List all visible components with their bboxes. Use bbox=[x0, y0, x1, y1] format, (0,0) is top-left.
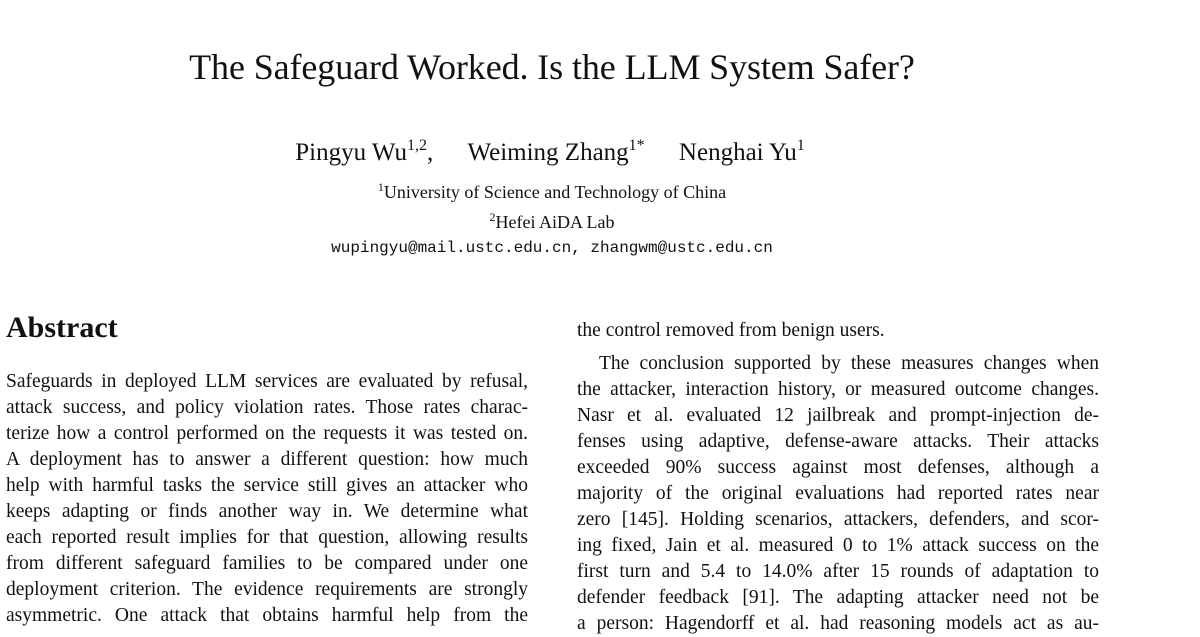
text-line: asymmetric. One attack that obtains harmful help from the bbox=[6, 605, 528, 626]
author-affil-marker: 1* bbox=[628, 137, 645, 154]
text-line: help with harmful tasks the service still gives an attacker who bbox=[6, 475, 528, 496]
author-emails[interactable]: wupingyu@mail.ustc.edu.cn, zhangwm@ustc.edu.cn bbox=[331, 239, 773, 257]
text-line: the control removed from benign users. bbox=[577, 320, 885, 341]
text-line: Safeguards in deployed LLM services are evaluated by refusal, bbox=[6, 371, 528, 392]
text-line: from different safeguard families to be compared under one bbox=[6, 553, 528, 574]
author-affil-marker: 1 bbox=[796, 137, 805, 154]
author-3 bbox=[679, 130, 805, 169]
abstract-heading: Abstract bbox=[6, 311, 118, 344]
author-affil-marker: 1,2 bbox=[407, 137, 428, 154]
author-name: Pingyu Wu bbox=[295, 139, 408, 166]
affiliation-text: University of Science and Technology of China bbox=[383, 182, 727, 202]
text-line: fenses using adaptive, defense-aware attacks. Their attacks bbox=[577, 431, 1099, 452]
author-name: Nenghai Yu bbox=[678, 139, 797, 166]
text-line: A deployment has to answer a different question: how much bbox=[6, 449, 528, 470]
author-2 bbox=[468, 130, 645, 169]
text-line: majority of the original evaluations had reported rates near bbox=[577, 483, 1099, 504]
right-column-body bbox=[577, 318, 1099, 637]
text-line: The conclusion supported by these measures changes when bbox=[599, 353, 1099, 374]
abstract-body bbox=[6, 369, 528, 629]
text-line: zero [145]. Holding scenarios, attackers, defenders, and scor- bbox=[577, 509, 1099, 530]
author-separator: , bbox=[427, 139, 434, 166]
text-line: deployment criterion. The evidence requirements are strongly bbox=[6, 579, 528, 600]
text-line: attack success, and policy violation rates. Those rates charac- bbox=[6, 397, 528, 418]
text-line: terize how a control performed on the requests it was tested on. bbox=[6, 423, 528, 444]
text-line: defender feedback [91]. The adapting attacker need not be bbox=[577, 587, 1099, 608]
paragraph-gap bbox=[577, 344, 1099, 351]
author-name: Weiming Zhang bbox=[467, 139, 629, 166]
affiliation-2 bbox=[0, 206, 1104, 233]
text-line: exceeded 90% success against most defenses, although a bbox=[577, 457, 1099, 478]
text-line: Nasr et al. evaluated 12 jailbreak and prompt-injection de- bbox=[577, 405, 1099, 426]
affiliation-text: Hefei AiDA Lab bbox=[495, 212, 615, 232]
text-line: ing fixed, Jain et al. measured 0 to 1% attack success on the bbox=[577, 535, 1099, 556]
author-list bbox=[0, 130, 1100, 169]
affiliation-1 bbox=[0, 176, 1104, 203]
text-line: keeps adapting or finds another way in. We determine what bbox=[6, 501, 528, 522]
text-line: first turn and 5.4 to 14.0% after 15 rounds of adaptation to bbox=[577, 561, 1099, 582]
text-line: each reported result implies for that question, allowing results bbox=[6, 527, 528, 548]
text-line: the attacker, interaction history, or measured outcome changes. bbox=[577, 379, 1099, 400]
affiliation-marker: 2 bbox=[489, 210, 496, 224]
affiliation-marker: 1 bbox=[377, 180, 384, 194]
paper-title: The Safeguard Worked. Is the LLM System Safer? bbox=[189, 47, 915, 87]
author-1 bbox=[295, 130, 433, 169]
text-line: a person: Hagendorff et al. had reasoning models act as au- bbox=[577, 613, 1099, 634]
